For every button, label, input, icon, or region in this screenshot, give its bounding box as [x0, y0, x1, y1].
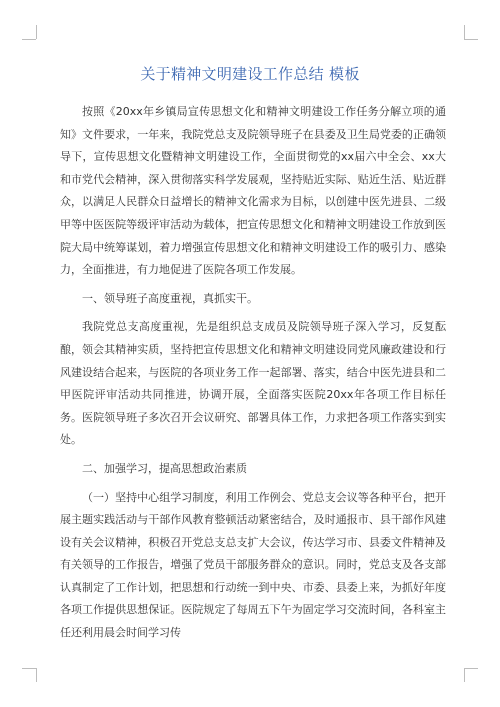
document-title: 关于精神文明建设工作总结 模板 — [140, 65, 360, 83]
crop-mark-bottom-left-h — [22, 668, 36, 669]
section-heading-2: 二、加强学习，提高思想政治素质 — [82, 461, 247, 475]
crop-mark-top-left-v — [36, 25, 37, 39]
document-body — [60, 101, 446, 651]
crop-mark-top-right-v — [464, 25, 465, 39]
paragraph-section-2-item-1: （一）坚持中心组学习制度，利用工作例会、党总支会议等各种平台，把开展主题实践活动与干部作风教育整顿活动紧密结合，及时通报市、县干部作风建设有关会议精神，积极召开党总支总支扩大会议，传达学习市、县委文件精神及有关领导的工作报告，增强了党员干部服务群众的意识。同时，党总支及各支部认真制定了工作计划，把思想和行动统一到中央、市委、县委上来，为抓好年度各项工作提供思想保证。医院规定了每周五下午为固定学习交流时间，各科室主任还利用晨会时间学习传 — [60, 490, 446, 640]
paragraph-section-1: 我院党总支高度重视，先是组织总支成员及院领导班子深入学习，反复酝酿，领会其精神实质，坚持把宣传思想文化和精神文明建设同党风廉政建设和行风建设结合起来，与医院的各项业务工作一起部署、落实，结合中医先进县和二甲医院评审活动共同推进，协调开展，全面落实医院20xx年各项工作目标任务。医院领导班子多次召开会议研究、部署具体工作，力求把各项工作落实到实处。 — [60, 320, 446, 447]
crop-mark-bottom-left-v — [36, 668, 37, 682]
crop-mark-top-right-h — [464, 39, 478, 40]
paragraph-intro: 按照《20xx年乡镇局宣传思想文化和精神文明建设工作任务分解立项的通知》文件要求，一年来，我院党总支及院领导班子在县委及卫生局党委的正确领导下，宣传思想文化暨精神文明建设工作，全面贯彻党的xx届六中全会、xx大和市党代会精神，深入贯彻落实科学发展观，坚持贴近实际、贴近生活、贴近群众，以满足人民群众日益增长的精神文化需求为目标，以创建中医先进县、二级甲等中医医院等级评审活动为载体，把宣传思想文化和精神文明建设工作放到医院大局中统筹谋划，着力增强宣传思想文化和精神文明建设工作的吸引力、感染力，全面推进，有力地促进了医院各项工作发展。 — [60, 105, 446, 277]
crop-mark-top-left-h — [22, 39, 36, 40]
crop-mark-bottom-right-h — [464, 668, 478, 669]
section-heading-1: 一、领导班子高度重视，真抓实干。 — [82, 291, 258, 305]
crop-mark-bottom-right-v — [464, 668, 465, 682]
